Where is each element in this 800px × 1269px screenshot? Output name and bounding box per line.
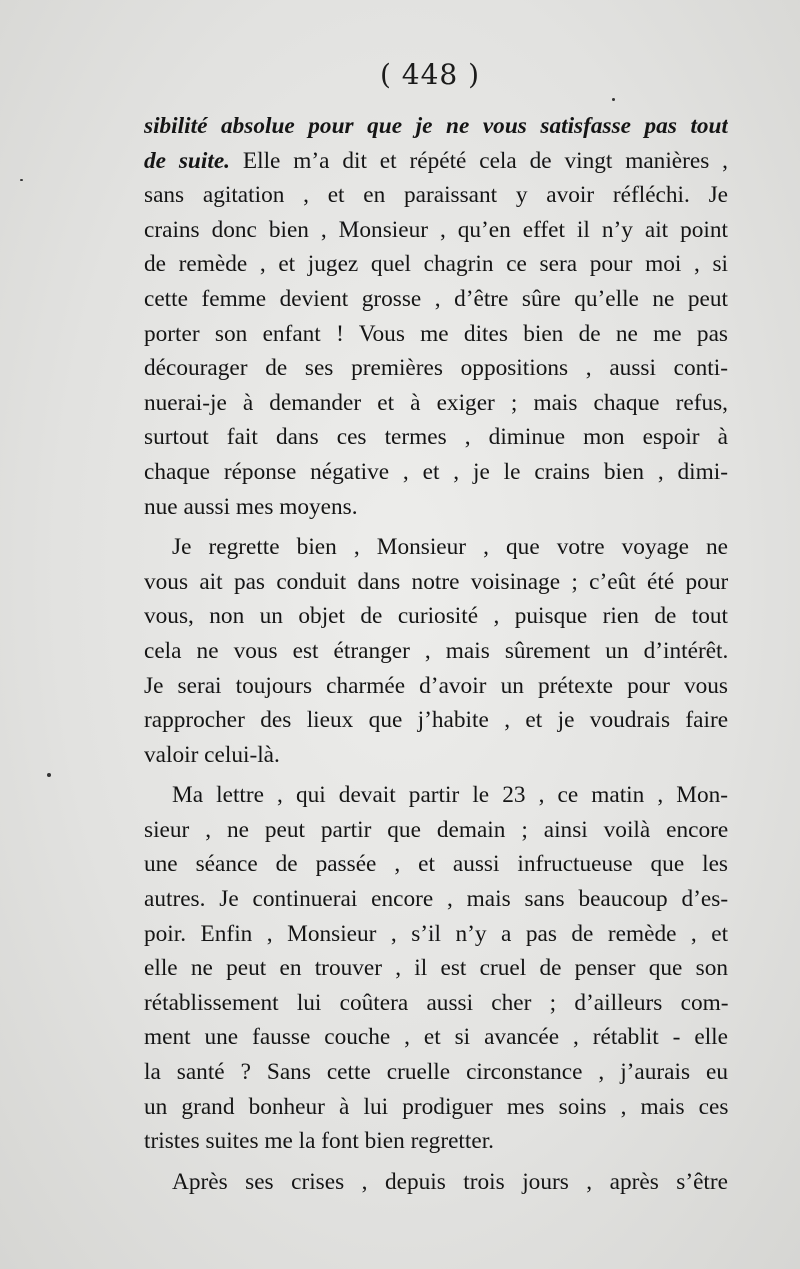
text-line: surtout fait dans ces termes , diminue mon espoir à	[144, 424, 728, 451]
text-line: Je serai toujours charmée d’avoir un prétexte pour vous	[144, 672, 728, 699]
text-line: Je regrette bien , Monsieur , que votre voyage ne	[172, 534, 728, 561]
text-line: nue aussi mes moyens.	[144, 493, 358, 520]
text-line: autres. Je continuerai encore , mais sans beaucoup d’es-	[144, 886, 728, 913]
text-line: rapprocher des lieux que j’habite , et je voudrais faire	[144, 707, 728, 734]
text-line: décourager de ses premières oppositions , aussi conti-	[144, 355, 728, 382]
text-line: Ma lettre , qui devait partir le 23 , ce matin , Mon-	[172, 782, 728, 809]
text-line: crains donc bien , Monsieur , qu’en effet il n’y ait point	[144, 216, 728, 243]
text-line	[144, 144, 728, 179]
body-text	[144, 109, 728, 1199]
text-line: la santé ? Sans cette cruelle circonstance , j’aurais eu	[144, 1059, 728, 1086]
paper-speck	[47, 773, 51, 777]
text-line: cette femme devient grosse , d’être sûre qu’elle ne peut	[144, 285, 728, 312]
text-line: un grand bonheur à lui prodiguer mes soins , mais ces	[144, 1093, 728, 1120]
text-line: tristes suites me la font bien regretter.	[144, 1128, 494, 1155]
text-line: rétablissement lui coûtera aussi cher ; d’ailleurs com-	[144, 989, 728, 1016]
text-line: elle ne peut en trouver , il est cruel de penser que son	[144, 955, 728, 982]
text-line: vous, non un objet de curiosité , puisque rien de tout	[144, 603, 728, 630]
text-line: Après ses crises , depuis trois jours , après s’être	[172, 1168, 728, 1195]
text-line: poir. Enfin , Monsieur , s’il n’y a pas de remède , et	[144, 920, 728, 947]
text-line: nuerai-je à demander et à exiger ; mais chaque refus,	[144, 389, 728, 416]
text-line: sans agitation , et en paraissant y avoir réfléchi. Je	[144, 182, 728, 209]
text-line: chaque réponse négative , et , je le crains bien , dimi-	[144, 458, 728, 485]
paper-speck	[20, 179, 23, 181]
text-line: cela ne vous est étranger , mais sûrement un d’intérêt.	[144, 637, 728, 664]
text-line: sibilité absolue pour que je ne vous satisfasse pas tout	[144, 113, 728, 139]
page-number: ( 448 )	[379, 58, 481, 91]
text-line: valoir celui-là.	[144, 741, 280, 768]
text-line: ment une fausse couche , et si avancée , rétablit - elle	[144, 1024, 728, 1051]
text-line: sieur , ne peut partir que demain ; ainsi voilà encore	[144, 816, 728, 843]
paper-speck	[612, 98, 615, 101]
text-line: de remède , et jugez quel chagrin ce sera pour moi , si	[144, 251, 728, 278]
italic-phrase: de suite.	[144, 147, 230, 174]
text-line: vous ait pas conduit dans notre voisinage ; c’eût été pour	[144, 568, 728, 595]
text-line: porter son enfant ! Vous me dites bien de ne me pas	[144, 320, 728, 347]
text-span: Elle m’a dit et répété cela de vingt manières ,	[230, 147, 728, 174]
text-line: une séance de passée , et aussi infructueuse que les	[144, 851, 728, 878]
